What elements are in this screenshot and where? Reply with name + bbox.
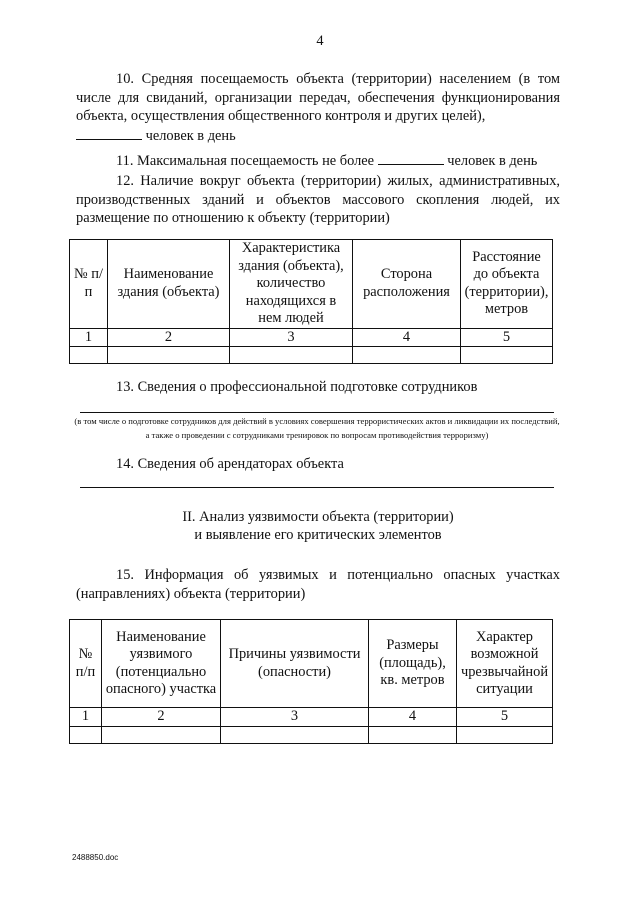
empty-cell[interactable] [102,726,221,743]
number-cell: 4 [353,328,461,347]
header-cell-characteristics: Характеристика здания (объекта), количество находящихся в нем людей [230,240,353,329]
vulnerabilities-table [69,619,553,744]
section-2-heading-line-1: II. Анализ уязвимости объекта (территории) [182,509,454,525]
item-11-prefix: 11. Максимальная посещаемость не более [116,153,375,169]
item-11-suffix: человек в день [447,153,538,169]
item-11-blank[interactable] [378,151,444,165]
empty-cell[interactable] [108,347,230,364]
empty-cell[interactable] [221,726,369,743]
item-10-paragraph [76,70,560,145]
number-cell: 1 [70,708,102,727]
item-13-text: 13. Сведения о профессиональной подготовке сотрудников [116,379,478,395]
section-2-heading-line-2: и выявление его критических элементов [194,527,442,543]
header-cell-number: № п/п [70,620,102,708]
vulnerabilities-table-empty-row [70,726,553,743]
number-cell: 1 [70,328,108,347]
item-15-text: 15. Информация об уязвимых и потенциально опасных участках (направлениях) объекта (территории) [76,567,560,602]
header-cell-side: Сторона расположения [353,240,461,329]
item-14-paragraph [76,455,560,474]
item-11-paragraph [76,151,560,171]
header-cell-distance: Расстояние до объекта (территории), метров [461,240,553,329]
header-cell-vulnerability-causes: Причины уязвимости (опасности) [221,620,369,708]
buildings-table-empty-row [70,347,553,364]
vulnerabilities-table-number-row [70,708,553,727]
header-cell-size: Размеры (площадь), кв. метров [369,620,457,708]
item-10-text: 10. Средняя посещаемость объекта (территории) населением (в том числе для свиданий, организации передач, обеспечения функционирования объекта, осуществления общественного контроля и других целей), [76,71,560,124]
empty-cell[interactable] [70,726,102,743]
empty-cell[interactable] [369,726,457,743]
number-cell: 5 [457,708,553,727]
empty-cell[interactable] [230,347,353,364]
item-13-paragraph [76,378,560,397]
number-cell: 3 [221,708,369,727]
item-12-paragraph [76,172,560,228]
buildings-table [69,239,553,364]
header-cell-emergency-character: Характер возможной чрезвычайной ситуации [457,620,553,708]
item-14-underline[interactable] [80,487,554,488]
empty-cell[interactable] [70,347,108,364]
item-12-text: 12. Наличие вокруг объекта (территории) жилых, административных, производственных зданий и объектов массового скопления людей, их размещение по отношению к объекту (территории) [76,173,560,226]
buildings-table-number-row [70,328,553,347]
header-cell-number: № п/п [70,240,108,329]
item-14-text: 14. Сведения об арендаторах объекта [116,456,344,472]
vulnerabilities-table-header-row [70,620,553,708]
empty-cell[interactable] [353,347,461,364]
number-cell: 2 [108,328,230,347]
number-cell: 5 [461,328,553,347]
header-cell-building-name: Наименование здания (объекта) [108,240,230,329]
item-13-note: (в том числе о подготовке сотрудников для действий в условиях совершения террористических актов и ликвидации их последствий, а также о проведении с сотрудниками тренировок по вопросам противодействия терроризму) [74,416,560,440]
item-10-blank[interactable] [76,126,142,140]
item-10-suffix: человек в день [145,127,236,144]
item-13-underline[interactable] [80,412,554,413]
footer-filename: 2488850.doc [72,853,119,862]
page-number: 4 [316,33,324,49]
empty-cell[interactable] [457,726,553,743]
item-15-paragraph [76,566,560,603]
number-cell: 3 [230,328,353,347]
header-cell-vulnerable-area: Наименование уязвимого (потенциально опасного) участка [102,620,221,708]
empty-cell[interactable] [461,347,553,364]
number-cell: 4 [369,708,457,727]
number-cell: 2 [102,708,221,727]
buildings-table-header-row [70,240,553,329]
